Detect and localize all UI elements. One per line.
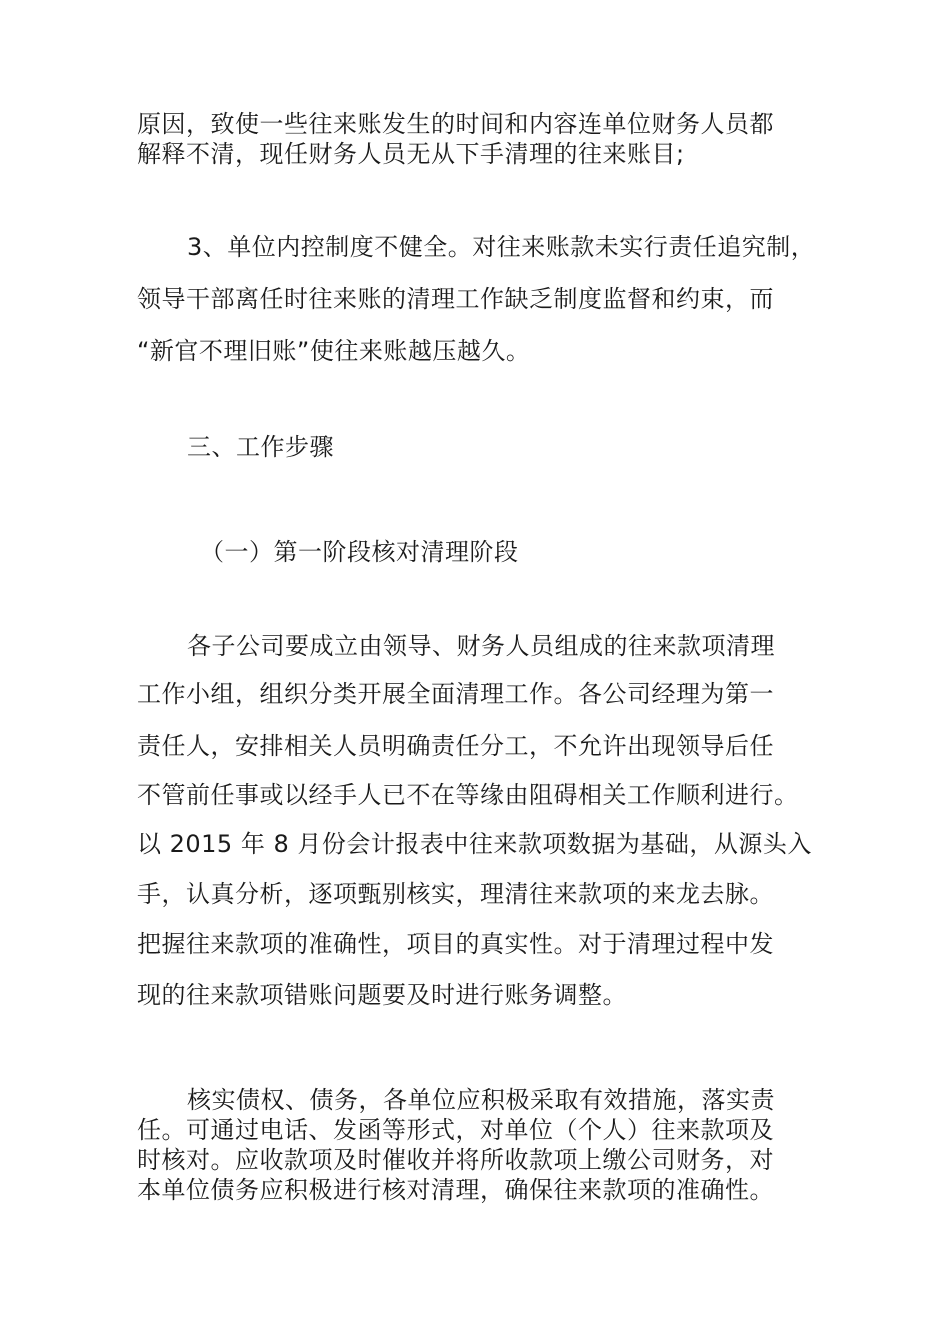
- paragraph-1-line-2: 解释不清，现任财务人员无从下手清理的往来账目;: [137, 140, 685, 168]
- paragraph-3-line-3: 责任人，安排相关人员明确责任分工，不允许出现领导后任: [137, 732, 774, 760]
- paragraph-3-line-4: 不管前任事或以经手人已不在等缘由阻碍相关工作顺利进行。: [137, 781, 799, 809]
- paragraph-3-line-8: 现的往来款项错账问题要及时进行账务调整。: [137, 981, 627, 1009]
- paragraph-3-line-2: 工作小组，组织分类开展全面清理工作。各公司经理为第一: [137, 680, 774, 708]
- paragraph-2-line-1: 3、单位内控制度不健全。对往来账款未实行责任追究制，: [187, 233, 816, 261]
- paragraph-4-line-3: 时核对。应收款项及时催收并将所收款项上缴公司财务，对: [137, 1146, 774, 1174]
- paragraph-3-line-6: 手，认真分析，逐项甄别核实，理清往来款项的来龙去脉。: [137, 880, 774, 908]
- paragraph-2-line-2: 领导干部离任时往来账的清理工作缺乏制度监督和约束，而: [137, 285, 774, 313]
- paragraph-3-line-5: 以 2015 年 8 月份会计报表中往来款项数据为基础，从源头入: [137, 830, 812, 858]
- section-heading: 三、工作步骤: [187, 433, 334, 461]
- paragraph-2-line-3: “新官不理旧账”使往来账越压越久。: [137, 337, 531, 365]
- paragraph-1-line-1: 原因，致使一些往来账发生的时间和内容连单位财务人员都: [137, 110, 774, 138]
- paragraph-3-line-1: 各子公司要成立由领导、财务人员组成的往来款项清理: [187, 632, 775, 660]
- paragraph-4-line-1: 核实债权、债务，各单位应积极采取有效措施，落实责: [187, 1086, 775, 1114]
- paragraph-3-line-7: 把握往来款项的准确性，项目的真实性。对于清理过程中发: [137, 930, 774, 958]
- paragraph-4-line-2: 任。可通过电话、发函等形式，对单位（个人）往来款项及: [137, 1116, 774, 1144]
- sub-heading: （一）第一阶段核对清理阶段: [200, 538, 519, 566]
- paragraph-4-line-4: 本单位债务应积极进行核对清理，确保往来款项的准确性。: [137, 1176, 774, 1204]
